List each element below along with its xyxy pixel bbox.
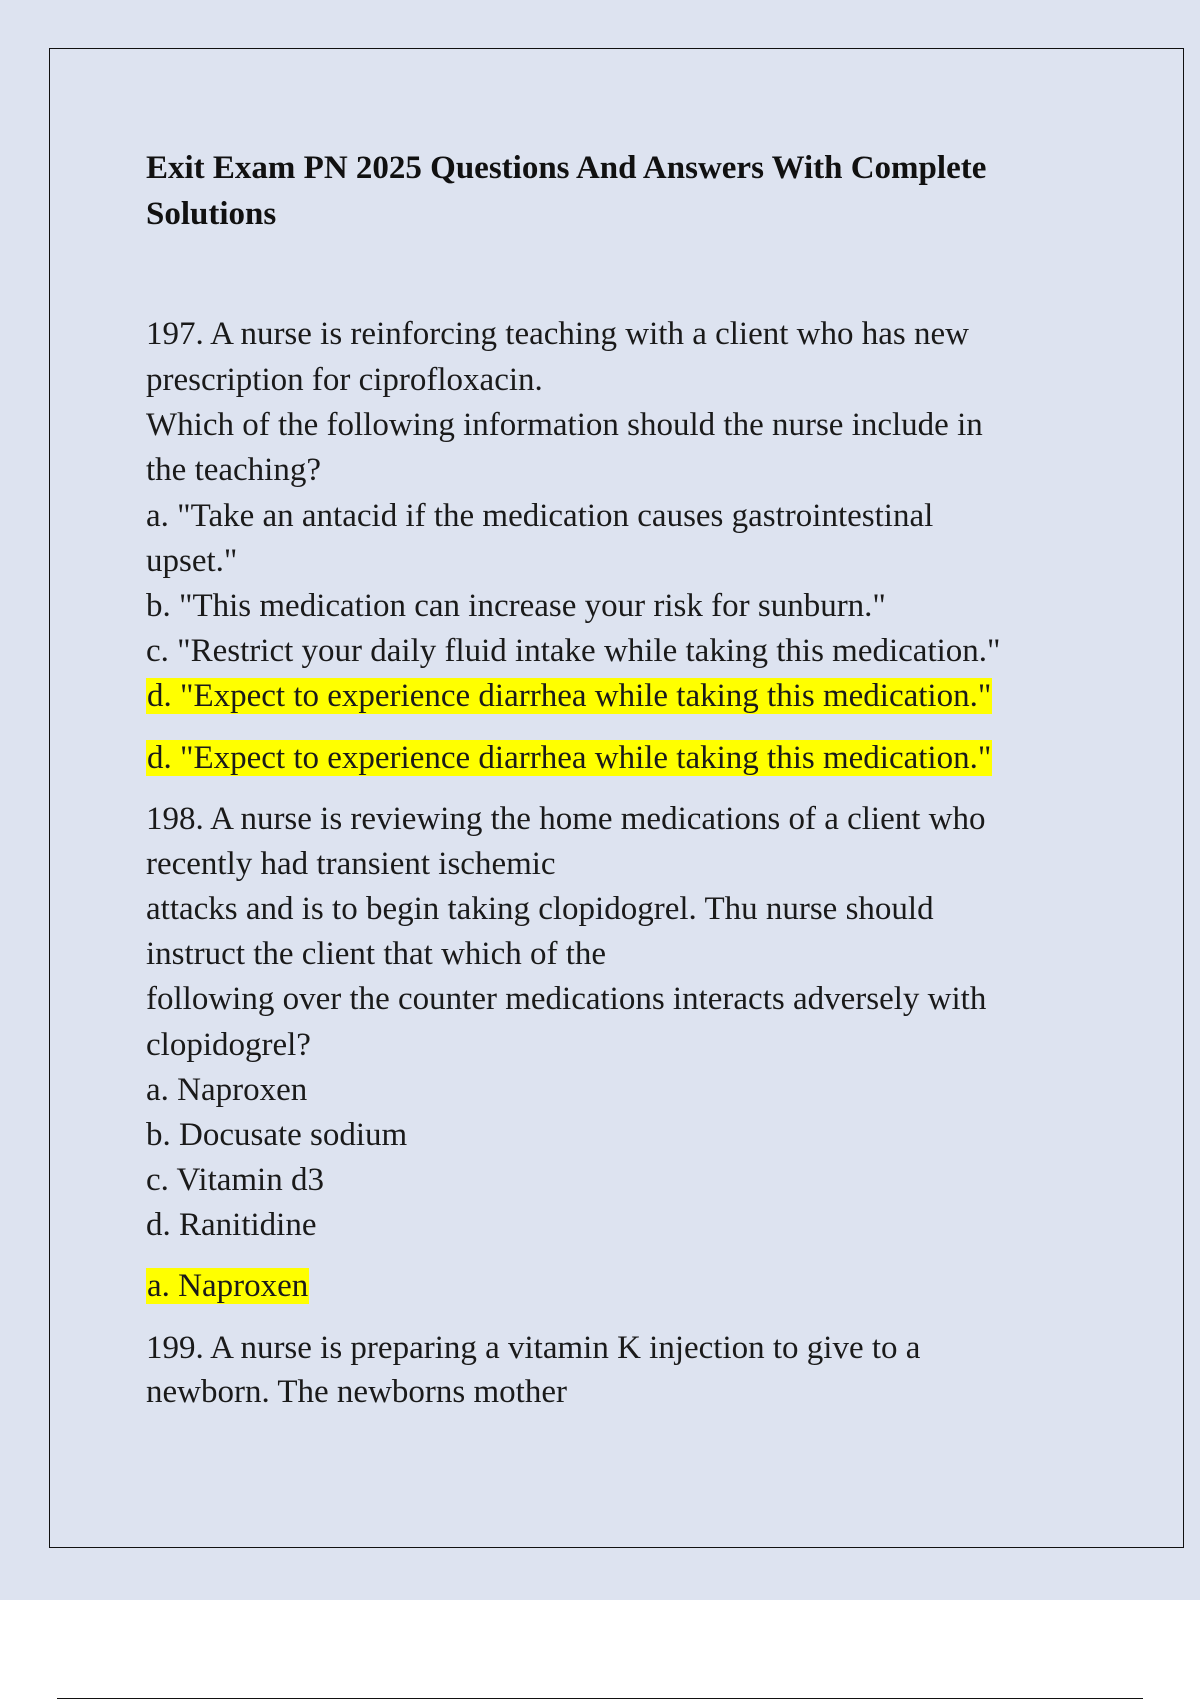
q198-line: recently had transient ischemic (146, 846, 556, 882)
q198-option-a: a. Naproxen (146, 1072, 308, 1108)
document-title: Exit Exam PN 2025 Questions And Answers With Complete Solutions (146, 150, 987, 232)
q198-line: instruct the client that which of the (146, 936, 607, 972)
q197-answer-highlight: d. "Expect to experience diarrhea while taking this medication." (147, 740, 992, 776)
q198-option-c: c. Vitamin d3 (146, 1162, 324, 1198)
q197-option-a-cont: upset." (146, 543, 238, 579)
q197-option-c: c. "Restrict your daily fluid intake while taking this medication." (146, 633, 1001, 669)
q198-answer-highlight: a. Naproxen (147, 1268, 309, 1304)
q198-line: 198. A nurse is reviewing the home medications of a client who (146, 801, 986, 837)
bottom-divider (57, 1698, 1143, 1699)
q197-line: Which of the following information should the nurse include in (146, 407, 983, 443)
q198-line: following over the counter medications interacts adversely with (146, 981, 987, 1017)
q197-option-d (146, 674, 992, 718)
q198-answer (146, 1264, 309, 1308)
q198-option-b: b. Docusate sodium (146, 1117, 408, 1153)
q197-line: prescription for ciprofloxacin. (146, 362, 543, 398)
q198-option-d: d. Ranitidine (146, 1207, 317, 1243)
q199-line: newborn. The newborns mother (146, 1374, 567, 1410)
q197-option-a: a. "Take an antacid if the medication causes gastrointestinal (146, 498, 934, 534)
q199-line: 199. A nurse is preparing a vitamin K injection to give to a (146, 1330, 921, 1366)
q198-line: attacks and is to begin taking clopidogrel. Thu nurse should (146, 891, 934, 927)
q197-line: the teaching? (146, 452, 321, 488)
q197-option-b: b. "This medication can increase your risk for sunburn." (146, 588, 886, 624)
q197-answer (146, 736, 992, 780)
q197-option-d-highlight: d. "Expect to experience diarrhea while taking this medication." (147, 678, 992, 714)
q198-line: clopidogrel? (146, 1027, 311, 1063)
q197-line: 197. A nurse is reinforcing teaching with a client who has new (146, 316, 969, 352)
